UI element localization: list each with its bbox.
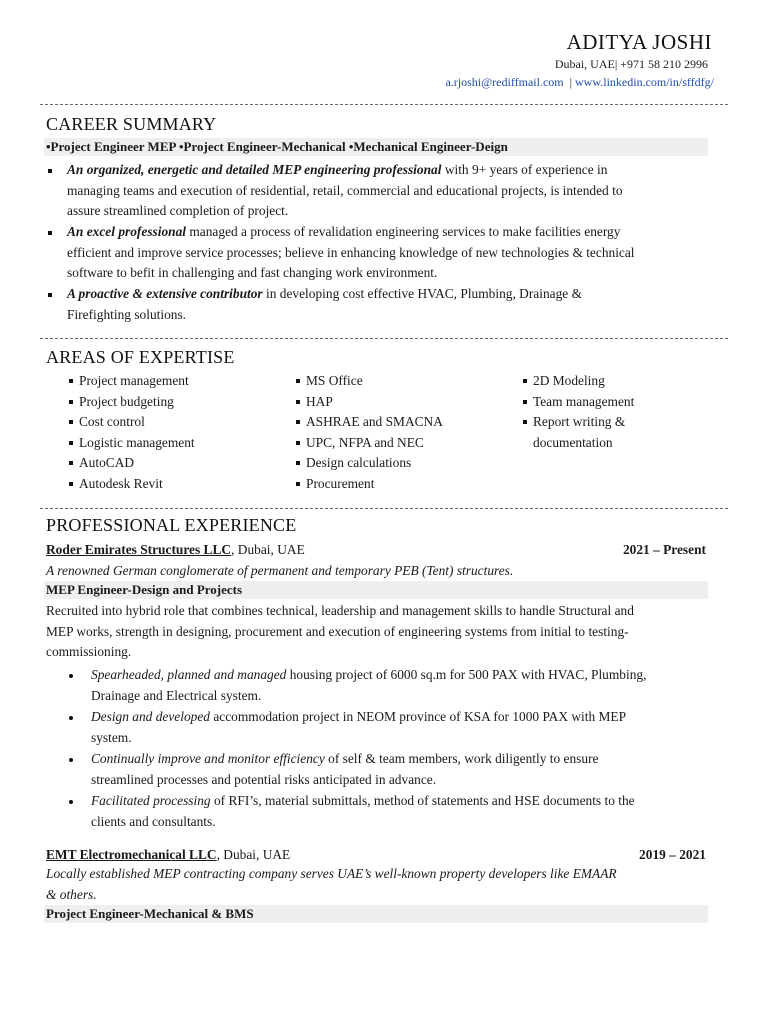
resume-page xyxy=(40,0,714,1024)
summary-item-3: A proactive & extensive contributor in developing cost effective HVAC, Plumbing, Drainage & Firefighting solutions. xyxy=(67,286,582,322)
job-2-company: EMT Electromechanical LLC xyxy=(46,847,217,862)
expertise-item: Logistic management xyxy=(79,433,195,454)
link-separator: | xyxy=(569,75,573,89)
email-link[interactable]: a.rjoshi@rediffmail.com xyxy=(445,75,564,89)
square-bullet-icon xyxy=(48,169,52,173)
round-bullet-icon xyxy=(69,674,73,678)
job-2-dates: 2019 – 2021 xyxy=(639,847,706,862)
expertise-item: Procurement xyxy=(306,474,374,495)
job-1-description: A renowned German conglomerate of permanent and temporary PEB (Tent) structures. xyxy=(46,563,514,578)
job-1-company: Roder Emirates Structures LLC xyxy=(46,542,232,557)
expertise-item: Project management xyxy=(79,371,189,392)
linkedin-link[interactable]: www.linkedin.com/in/sffdfg/ xyxy=(575,75,714,89)
round-bullet-icon xyxy=(69,716,73,720)
location-phone: Dubai, UAE| +971 58 210 2996 xyxy=(554,57,708,71)
job-1-summary: Recruited into hybrid role that combines technical, leadership and management skills to handle Structural and MEP works, strength in designing, procurement and execution of engineering systems from initial to testing- commissioning. xyxy=(46,603,634,660)
candidate-name: ADITYA JOSHI xyxy=(566,30,712,54)
job-1-bullet: Facilitated processing of RFI’s, material submittals, method of statements and HSE documents to the clients and consultants. xyxy=(91,793,635,829)
expertise-item: Project budgeting xyxy=(79,392,174,413)
career-titles-bar: •Project Engineer MEP •Project Engineer-Mechanical •Mechanical Engineer-Deign xyxy=(44,138,708,156)
divider xyxy=(40,104,728,105)
expertise-item: Autodesk Revit xyxy=(79,474,163,495)
job-1-bullet: Continually improve and monitor efficiency of self & team members, work diligently to ensure streamlined processes and potential risks anticipated in advance. xyxy=(91,751,599,787)
square-bullet-icon xyxy=(48,293,52,297)
job-1-company-line: Roder Emirates Structures LLC, Dubai, UAE xyxy=(46,542,305,557)
divider xyxy=(40,508,728,509)
round-bullet-icon xyxy=(69,800,73,804)
career-summary-heading: CAREER SUMMARY xyxy=(46,114,217,134)
job-2-role-bar: Project Engineer-Mechanical & BMS xyxy=(44,905,708,923)
expertise-item: Cost control xyxy=(79,412,145,433)
expertise-item: ASHRAE and SMACNA xyxy=(306,412,443,433)
job-1-role-bar: MEP Engineer-Design and Projects xyxy=(44,581,708,599)
job-1-bullet: Design and developed accommodation project in NEOM province of KSA for 1000 PAX with MEP system. xyxy=(91,709,627,745)
expertise-item: AutoCAD xyxy=(79,453,134,474)
summary-item-1: An organized, energetic and detailed MEP engineering professional with 9+ years of experience in managing teams and execution of residential, retail, commercial and educational projects, is intended to assure streamlined completion of project. xyxy=(67,162,623,219)
divider xyxy=(40,338,728,339)
summary-item-2: An excel professional managed a process of revalidation engineering services to make facilities energy efficient and improve service processes; believe in enhancing knowledge of new technologies & technical software to befit in challenging and fast changing work environment. xyxy=(67,224,635,281)
expertise-item: UPC, NFPA and NEC xyxy=(306,433,424,454)
expertise-item: 2D Modeling xyxy=(533,371,605,392)
round-bullet-icon xyxy=(69,758,73,762)
job-1-dates: 2021 – Present xyxy=(622,542,706,557)
job-2-company-line: EMT Electromechanical LLC, Dubai, UAE xyxy=(46,847,291,862)
expertise-item: Team management xyxy=(533,392,634,413)
square-bullet-icon xyxy=(48,231,52,235)
contact-links xyxy=(445,75,714,90)
experience-heading: PROFESSIONAL EXPERIENCE xyxy=(46,515,297,535)
job-1-bullet: Spearheaded, planned and managed housing project of 6000 sq.m for 500 PAX with HVAC, Plumbing, Drainage and Electrical system. xyxy=(91,667,647,703)
job-2-description: Locally established MEP contracting company serves UAE’s well-known property developers like EMAAR & others. xyxy=(46,866,617,902)
expertise-item: Design calculations xyxy=(306,453,411,474)
expertise-item-continued: documentation xyxy=(533,435,613,450)
expertise-item: MS Office xyxy=(306,371,363,392)
expertise-heading: AREAS OF EXPERTISE xyxy=(46,347,235,367)
expertise-item: HAP xyxy=(306,392,333,413)
expertise-item: Report writing & xyxy=(533,412,625,433)
